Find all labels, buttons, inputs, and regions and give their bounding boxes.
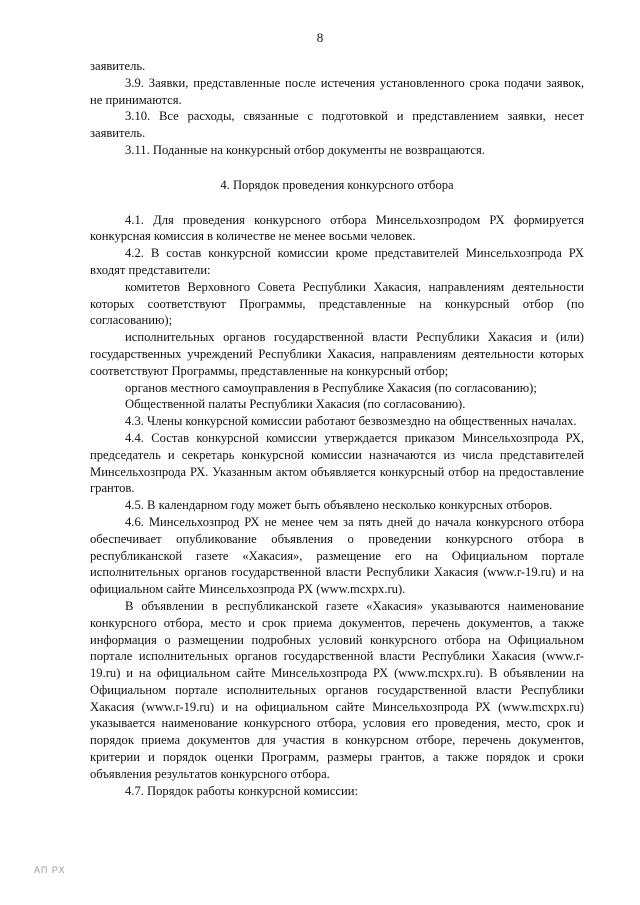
document-body bbox=[90, 58, 584, 799]
list-item-committees: комитетов Верховного Совета Республики Хакасия, направлениям деятельности которых соответствуют Программы, представленные на конкурсный отбор (по согласованию); bbox=[90, 279, 584, 328]
section-heading: 4. Порядок проведения конкурсного отбора bbox=[220, 177, 454, 192]
paragraph-4-7: 4.7. Порядок работы конкурсной комиссии: bbox=[125, 783, 358, 798]
paragraph-4-5: 4.5. В календарном году может быть объявлено несколько конкурсных отборов. bbox=[125, 498, 553, 513]
page-number: 8 bbox=[316, 30, 324, 45]
paragraph-3-9: 3.9. Заявки, представленные после истечения установленного срока подачи заявок, не принимаются. bbox=[90, 75, 584, 107]
paragraph-4-6-announcement: В объявлении в республиканской газете «Хакасия» указываются наименование конкурсного отбора, место и срок приема документов, перечень документов, а также информация о размещении подробных условий конкурсного отбора на Официальном портале исполнительных органов государственной власти Республики Хакасия (www.r-19.ru) и на официальном сайте Минсельхозпрода РХ (www.mcxpx.ru). В объявлении на Официальном портале исполнительных органов государственной власти Республики Хакасия (www.r-19.ru) и на официальном сайте Минсельхозпрода РХ (www.mcxpx.ru) указывается наименование конкурсного отбора, условия его проведения, место, срок и порядок приема документов для участия в конкурсном отборе, перечень документов, критерии и порядок оценки Программ, размеры грантов, а также порядок и сроки объявления результатов конкурсного отбора. bbox=[90, 598, 584, 781]
paragraph-4-6: 4.6. Минсельхозпрод РХ не менее чем за пять дней до начала конкурсного отбора обеспечивает опубликование объявления о проведении конкурсного отбора в республиканской газете «Хакасия», размещение его на Официальном портале исполнительных органов государственной власти Республики Хакасия (www.r-19.ru) и на официальном сайте Минсельхозпрода РХ (www.mcxpx.ru). bbox=[90, 514, 584, 597]
paragraph-3-10: 3.10. Все расходы, связанные с подготовкой и представлением заявки, несет заявитель. bbox=[90, 109, 584, 141]
paragraph-continuation: заявитель. bbox=[90, 59, 146, 73]
paragraph-4-3: 4.3. Члены конкурсной комиссии работают безвозмездно на общественных началах. bbox=[125, 414, 577, 429]
paragraph-3-11: 3.11. Поданные на конкурсный отбор документы не возвращаются. bbox=[125, 142, 485, 157]
paragraph-4-4: 4.4. Состав конкурсной комиссии утверждается приказом Минсельхозпрода РХ, председатель и секретарь конкурсной комиссии назначаются из числа представителей Минсельхозпрода РХ. Указанным актом объявляется конкурсный отбор на предоставление грантов. bbox=[90, 430, 584, 496]
paragraph-4-2: 4.2. В состав конкурсной комиссии кроме представителей Минсельхозпрода РХ входят представители: bbox=[90, 246, 584, 277]
paragraph-4-1: 4.1. Для проведения конкурсного отбора Минсельхозпродом РХ формируется конкурсная комиссия в количестве не менее восьми человек. bbox=[90, 212, 584, 244]
list-item-executive-bodies: исполнительных органов государственной власти Республики Хакасия и (или) государственных учреждений Республики Хакасия, направлениям деятельности которых соответствуют Программы, представленные на конкурсный отбор; bbox=[90, 330, 584, 378]
footer-stamp-mark: АП РХ bbox=[34, 865, 66, 875]
list-item-public-chamber: Общественной палаты Республики Хакасия (по согласованию). bbox=[125, 397, 466, 412]
list-item-local-government: органов местного самоуправления в Республике Хакасия (по согласованию); bbox=[125, 380, 537, 395]
